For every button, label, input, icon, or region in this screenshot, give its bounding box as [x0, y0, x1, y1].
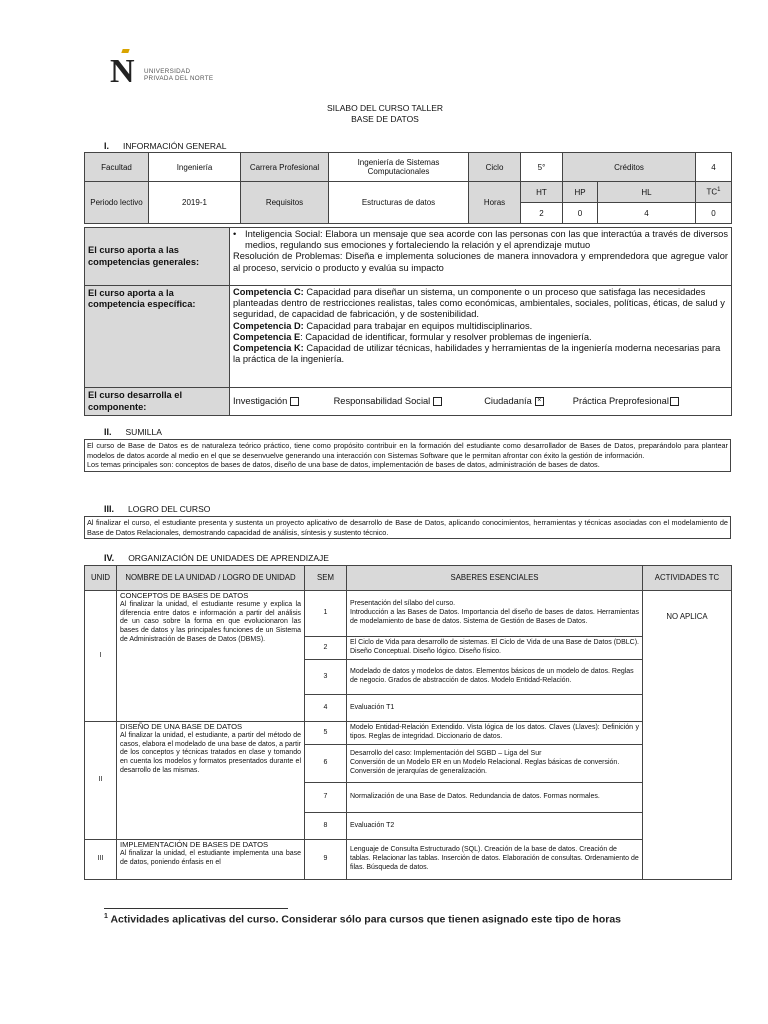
section-4-number: IV.: [104, 553, 115, 563]
document-title: [230, 103, 540, 125]
footnote: [104, 913, 621, 926]
componente-options: [230, 388, 732, 416]
logo-line1: UNIVERSIDAD: [144, 68, 191, 75]
sem-4: 4: [305, 695, 347, 722]
tc-label: $TC^1$: [696, 182, 732, 203]
ciclo-value: 5°: [521, 153, 563, 182]
bullet-icon: •: [233, 229, 237, 239]
tc-footnote-mark: 1: [717, 187, 721, 194]
logro-box: [84, 516, 731, 539]
header-saberes: SABERES ESENCIALES: [347, 566, 643, 591]
periodo-value: 2019-1: [149, 182, 241, 224]
option-responsabilidad: Responsabilidad Social: [334, 396, 482, 407]
unit-2-number: II: [85, 722, 117, 840]
section-4-heading: [104, 553, 329, 563]
sem-7: 7: [305, 783, 347, 813]
unit-1-title: CONCEPTOS DE BASES DE DATOS: [120, 591, 249, 600]
header-nombre: NOMBRE DE LA UNIDAD / LOGRO DE UNIDAD: [117, 566, 305, 591]
unit-1-number: I: [85, 591, 117, 722]
especifica-label: El curso aporta a la competencia específica:: [85, 286, 230, 388]
requisitos-value: Estructuras de datos: [329, 182, 469, 224]
header-actividades: ACTIVIDADES TC: [643, 566, 732, 591]
section-4-title: ORGANIZACIÓN DE UNIDADES DE APRENDIZAJE: [128, 553, 329, 563]
unit-1-cell: [117, 591, 305, 722]
carrera-value: Ingeniería de Sistemas Computacionales: [329, 153, 469, 182]
section-1-heading: [104, 141, 226, 151]
section-1-title: INFORMACIÓN GENERAL: [123, 141, 227, 151]
saber-6: Desarrollo del caso: Implementación del SGBD – Liga del Sur Conversión de un Modelo ER en un Modelo Relacional. Reglas básicas de conversión. Conversión de jerarquías de generalización.: [347, 745, 643, 783]
general-info-table: [84, 152, 732, 224]
section-2-heading: [104, 427, 162, 437]
unit-2-title: DISEÑO DE UNA BASE DE DATOS: [120, 722, 243, 731]
saber-1: Presentación del sílabo del curso. Introducción a las Bases de Datos. Importancia del diseño de bases de datos. Herramientas de modelamiento de base de datos. Sistema de Gestión de Bases de Datos.: [347, 591, 643, 637]
sem-8: 8: [305, 813, 347, 840]
logo-line2: PRIVADA DEL NORTE: [144, 75, 214, 82]
footnote-rule: [104, 908, 288, 909]
unit-2-logro: Al finalizar la unidad, el estudiante, a partir del método de casos, elabora el modelado de una base de datos, a partir de los conceptos y técnicas tratados en clase y tomando en cuenta los modelos y formatos presentados durante el desarrollo de las mismas.: [120, 731, 301, 774]
creditos-value: 4: [696, 153, 732, 182]
table-row: [85, 840, 732, 880]
practica-checkbox[interactable]: [670, 397, 679, 406]
sem-6: 6: [305, 745, 347, 783]
option-ciudadania: Ciudadanía ×: [484, 396, 570, 407]
competencia-c: Competencia C: Capacidad para diseñar un sistema, un componente o un proceso que satisfaga las necesidades planteadas dentro de restricciones realistas, tales como económicas, ambientales, sociales, políticas, éticas, de salud y seguridad, de capacidad de fabricación, y de sostenibilidad.: [233, 287, 725, 320]
periodo-label: Periodo lectivo: [85, 182, 149, 224]
creditos-label: Créditos: [563, 153, 696, 182]
section-2-number: II.: [104, 427, 112, 437]
tc-value: 0: [696, 203, 732, 224]
header-sem: SEM: [305, 566, 347, 591]
sem-3: 3: [305, 660, 347, 695]
table-row: [85, 591, 732, 637]
horas-label: Horas: [469, 182, 521, 224]
university-logo: [110, 55, 230, 89]
requisitos-label: Requisitos: [241, 182, 329, 224]
hp-label: HP: [563, 182, 598, 203]
ciclo-label: Ciclo: [469, 153, 521, 182]
logo-accent-icon: [121, 49, 129, 53]
units-table: [84, 565, 732, 880]
sem-2: 2: [305, 637, 347, 660]
section-3-title: LOGRO DEL CURSO: [128, 504, 211, 514]
logo-letter: N: [110, 53, 135, 90]
sem-5: 5: [305, 722, 347, 745]
saber-3: Modelado de datos y modelos de datos. Elementos básicos de un modelo de datos. Reglas de negocio. Grados de abstracción de datos. Modelo Entidad-Relación.: [347, 660, 643, 695]
header-unid: UNID: [85, 566, 117, 591]
carrera-label: Carrera Profesional: [241, 153, 329, 182]
ciudadania-checkbox-checked[interactable]: ×: [535, 397, 544, 406]
title-line2: BASE DE DATOS: [351, 114, 419, 124]
saber-5: Modelo Entidad-Relación Extendido. Vista lógica de los datos. Claves (Llaves): Definición y tipos. Reglas de integridad. Diccionario de datos.: [347, 722, 643, 745]
competencia-e: Competencia E: Capacidad de identificar, formular y resolver problemas de ingeniería.: [233, 331, 592, 342]
componente-label: El curso desarrolla el componente:: [85, 388, 230, 416]
facultad-label: Facultad: [85, 153, 149, 182]
competencia-d: Competencia D: Capacidad para trabajar en equipos multidisciplinarios.: [233, 320, 533, 331]
table-row: [85, 722, 732, 745]
hl-value: 4: [598, 203, 696, 224]
actividades-value: NO APLICA: [643, 591, 732, 880]
section-3-number: III.: [104, 504, 115, 514]
unit-3-number: III: [85, 840, 117, 880]
facultad-value: Ingeniería: [149, 153, 241, 182]
unit-3-title: IMPLEMENTACIÓN DE BASES DE DATOS: [120, 840, 269, 849]
title-line1: SILABO DEL CURSO TALLER: [326, 103, 444, 113]
option-investigacion: Investigación: [233, 396, 331, 407]
footnote-text: Actividades aplicativas del curso. Considerar sólo para cursos que tienen asignado este tipo de horas: [110, 913, 622, 926]
ht-value: 2: [521, 203, 563, 224]
saber-7: Normalización de una Base de Datos. Redundancia de datos. Formas normales.: [347, 783, 643, 813]
section-2-title: SUMILLA: [125, 427, 162, 437]
footnote-number: 1: [104, 913, 108, 920]
especifica-content: [230, 286, 732, 388]
saber-9: Lenguaje de Consulta Estructurado (SQL). Creación de la base de datos. Creación de tablas. Relacionar las tablas. Inserción de datos. Elaboración de consultas. Ordenamiento de filas. Búsqueda de datos.: [347, 840, 643, 880]
responsabilidad-checkbox[interactable]: [433, 397, 442, 406]
generales-label: El curso aporta a las competencias generales:: [85, 228, 230, 286]
sem-9: 9: [305, 840, 347, 880]
competencia-k: Competencia K: Capacidad de utilizar técnicas, habilidades y herramientas de la ingeniería moderna necesarias para la práctica de la ingeniería.: [233, 343, 721, 365]
generales-content: [230, 228, 732, 286]
sem-1: 1: [305, 591, 347, 637]
logro-text: Al finalizar el curso, el estudiante presenta y sustenta un proyecto aplicativo de desarrollo de Base de Datos, aplicando conocimientos, herramientas y técnicas asociadas con el modelamiento de Base de Datos Relacionales, demostrando capacidad de análisis, síntesis y sustento técnico.: [85, 517, 731, 539]
hl-label: HL: [598, 182, 696, 203]
hp-value: 0: [563, 203, 598, 224]
unit-3-logro: Al finalizar la unidad, el estudiante implementa una base de datos, poniendo énfasis en el: [120, 849, 301, 866]
saber-2: El Ciclo de Vida para desarrollo de sistemas. El Ciclo de Vida de una Base de Datos (DBLC). Diseño Conceptual. Diseño lógico. Diseño físico.: [347, 637, 643, 660]
section-3-heading: [104, 504, 210, 514]
sumilla-box: [84, 439, 731, 472]
ht-label: HT: [521, 182, 563, 203]
saber-8: Evaluación T2: [347, 813, 643, 840]
sumilla-content: [85, 440, 731, 472]
investigacion-checkbox[interactable]: [290, 397, 299, 406]
unit-3-cell: [117, 840, 305, 880]
sumilla-paragraph-2: Los temas principales son: conceptos de bases de datos, diseño de una base de datos, implementación de bases de datos, administración de bases de datos.: [87, 460, 600, 470]
section-1-number: I.: [104, 141, 110, 151]
unit-1-logro: Al finalizar la unidad, el estudiante resume y explica la diferencia entre datos e información a partir del análisis de un caso sobre la forma en que evolucionaron las bases de datos y las principales funciones de un Sistema de Administración de Bases de Datos (DBMS).: [120, 600, 301, 643]
sumilla-paragraph-1: El curso de Base de Datos es de naturaleza teórico práctico, tiene como propósito contribuir en la formación del estudiante como desarrollador de Bases de Datos, preparándolo para plantear modelos de datos acorde al medio en el que se desenvuelve generando una interacción con Sistemas Software que le permitan afrontar con éxito la gestión de información.: [87, 441, 728, 460]
generales-item-2: Resolución de Problemas: Diseña e implementa soluciones de manera innovadora y emprendedora que agregue valor al proceso, servicio o producto y evalúa su impacto: [233, 251, 728, 273]
generales-item-1: Inteligencia Social: Elabora un mensaje que sea acorde con las personas con las que interactúa a través de diversos medios, regulando sus emociones y fortaleciendo la relación y el aprendizaje mutuo: [245, 229, 728, 251]
unit-2-cell: [117, 722, 305, 840]
saber-4: Evaluación T1: [347, 695, 643, 722]
option-practica: Práctica Preprofesional: [573, 396, 679, 407]
competencias-table: [84, 227, 732, 416]
